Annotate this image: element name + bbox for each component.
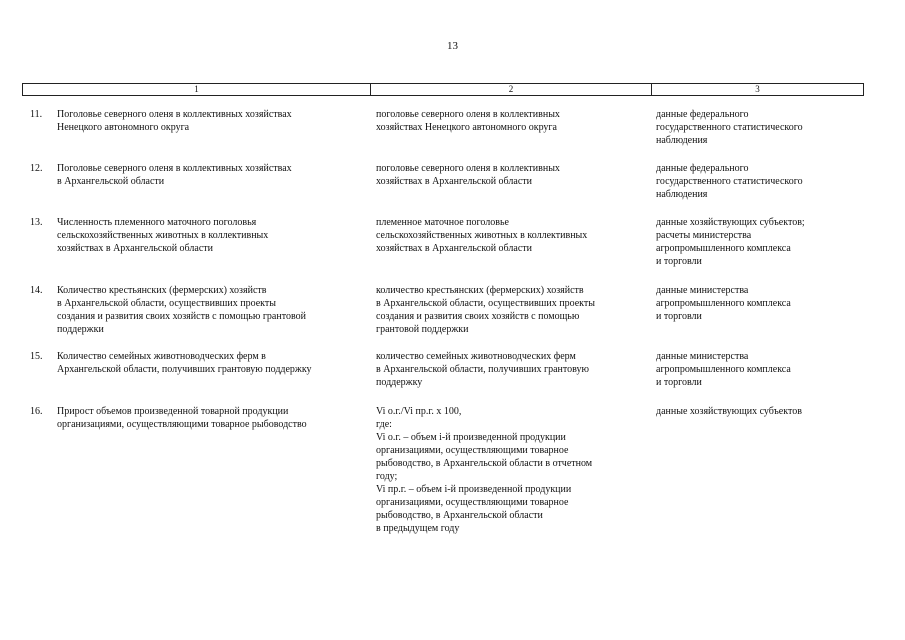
text-line: организациями, осуществляющими товарное (376, 445, 569, 456)
text-line: и торговли (656, 377, 702, 388)
indicator-cell (57, 284, 362, 336)
text-line: Количество крестьянских (фермерских) хозяйств (57, 285, 267, 296)
page-number: 13 (447, 40, 458, 52)
text-line: наблюдения (656, 135, 708, 146)
indicator-cell (57, 108, 362, 134)
text-line: Vi пр.г. – объем i-й произведенной продукции (376, 484, 572, 495)
source-cell (656, 108, 856, 147)
text-line: поддержки (57, 324, 104, 335)
formula-cell (376, 108, 646, 134)
text-line: государственного статистического (656, 176, 803, 187)
text-line: Поголовье северного оленя в коллективных хозяйствах (57, 109, 292, 120)
text-line: государственного статистического (656, 122, 803, 133)
formula-cell (376, 350, 646, 389)
text-line: хозяйствах Ненецкого автономного округа (376, 122, 557, 133)
text-line: поголовье северного оленя в коллективных (376, 163, 560, 174)
text-line: в Архангельской области, осуществивших проекты (376, 298, 595, 309)
text-line: хозяйствах в Архангельской области (376, 176, 532, 187)
text-line: в Архангельской области, осуществивших проекты (57, 298, 276, 309)
text-line: сельскохозяйственных животных в коллективных (57, 230, 269, 241)
text-line: хозяйствах в Архангельской области (376, 243, 532, 254)
text-line: расчеты министерства (656, 230, 752, 241)
text-line: Численность племенного маточного поголовья (57, 217, 257, 228)
row-number: 16. (30, 406, 43, 417)
text-line: хозяйствах в Архангельской области (57, 243, 213, 254)
row-number: 13. (30, 217, 43, 228)
text-line: рыбоводство, в Архангельской области в отчетном (376, 458, 593, 469)
row-number: 14. (30, 285, 43, 296)
text-line: создания и развития своих хозяйств с помощью (376, 311, 580, 322)
text-line: данные федерального (656, 109, 749, 120)
text-line: данные хозяйствующих субъектов (656, 406, 802, 417)
text-line: и торговли (656, 311, 702, 322)
text-line: Ненецкого автономного округа (57, 122, 190, 133)
text-line: грантовой поддержки (376, 324, 469, 335)
indicator-cell (57, 216, 362, 255)
text-line: племенное маточное поголовье (376, 217, 509, 228)
text-line: данные федерального (656, 163, 749, 174)
text-line: Vi о.г./Vi пр.г. x 100, (376, 406, 462, 417)
column-header-2: 2 (371, 84, 652, 95)
text-line: в Архангельской области (57, 176, 165, 187)
text-line: организациями, осуществляющими товарное рыбоводство (57, 419, 307, 430)
formula-cell (376, 216, 646, 255)
text-line: данные министерства (656, 351, 749, 362)
text-line: году; (376, 471, 398, 482)
source-cell (656, 350, 856, 389)
text-line: количество крестьянских (фермерских) хозяйств (376, 285, 584, 296)
formula-cell (376, 284, 646, 336)
text-line: в предыдущем году (376, 523, 460, 534)
text-line: создания и развития своих хозяйств с помощью грантовой (57, 311, 306, 322)
text-line: и торговли (656, 256, 702, 267)
text-line: агропромышленного комплекса (656, 298, 791, 309)
column-header-3: 3 (755, 84, 760, 94)
indicator-cell (57, 350, 362, 376)
text-line: поддержку (376, 377, 423, 388)
text-line: агропромышленного комплекса (656, 243, 791, 254)
text-line: наблюдения (656, 189, 708, 200)
source-cell (656, 405, 856, 418)
row-number: 15. (30, 351, 43, 362)
source-cell (656, 216, 856, 268)
text-line: рыбоводство, в Архангельской области (376, 510, 543, 521)
text-line: сельскохозяйственных животных в коллективных (376, 230, 588, 241)
column-header-1: 1 (23, 84, 371, 95)
text-line: поголовье северного оленя в коллективных (376, 109, 560, 120)
formula-cell (376, 405, 646, 535)
text-line: данные министерства (656, 285, 749, 296)
indicator-cell (57, 405, 362, 431)
text-line: Поголовье северного оленя в коллективных хозяйствах (57, 163, 292, 174)
text-line: данные хозяйствующих субъектов; (656, 217, 805, 228)
text-line: Прирост объемов произведенной товарной продукции (57, 406, 289, 417)
source-cell (656, 162, 856, 201)
text-line: Архангельской области, получивших грантовую поддержку (57, 364, 312, 375)
text-line: в Архангельской области, получивших грантовую (376, 364, 589, 375)
formula-cell (376, 162, 646, 188)
row-number: 11. (30, 109, 43, 120)
text-line: Vi о.г. – объем i-й произведенной продукции (376, 432, 566, 443)
text-line: количество семейных животноводческих ферм (376, 351, 576, 362)
text-line: Количество семейных животноводческих ферм в (57, 351, 266, 362)
text-line: организациями, осуществляющими товарное (376, 497, 569, 508)
source-cell (656, 284, 856, 323)
table-header (22, 83, 864, 96)
row-number: 12. (30, 163, 43, 174)
text-line: где: (376, 419, 392, 430)
indicator-cell (57, 162, 362, 188)
text-line: агропромышленного комплекса (656, 364, 791, 375)
